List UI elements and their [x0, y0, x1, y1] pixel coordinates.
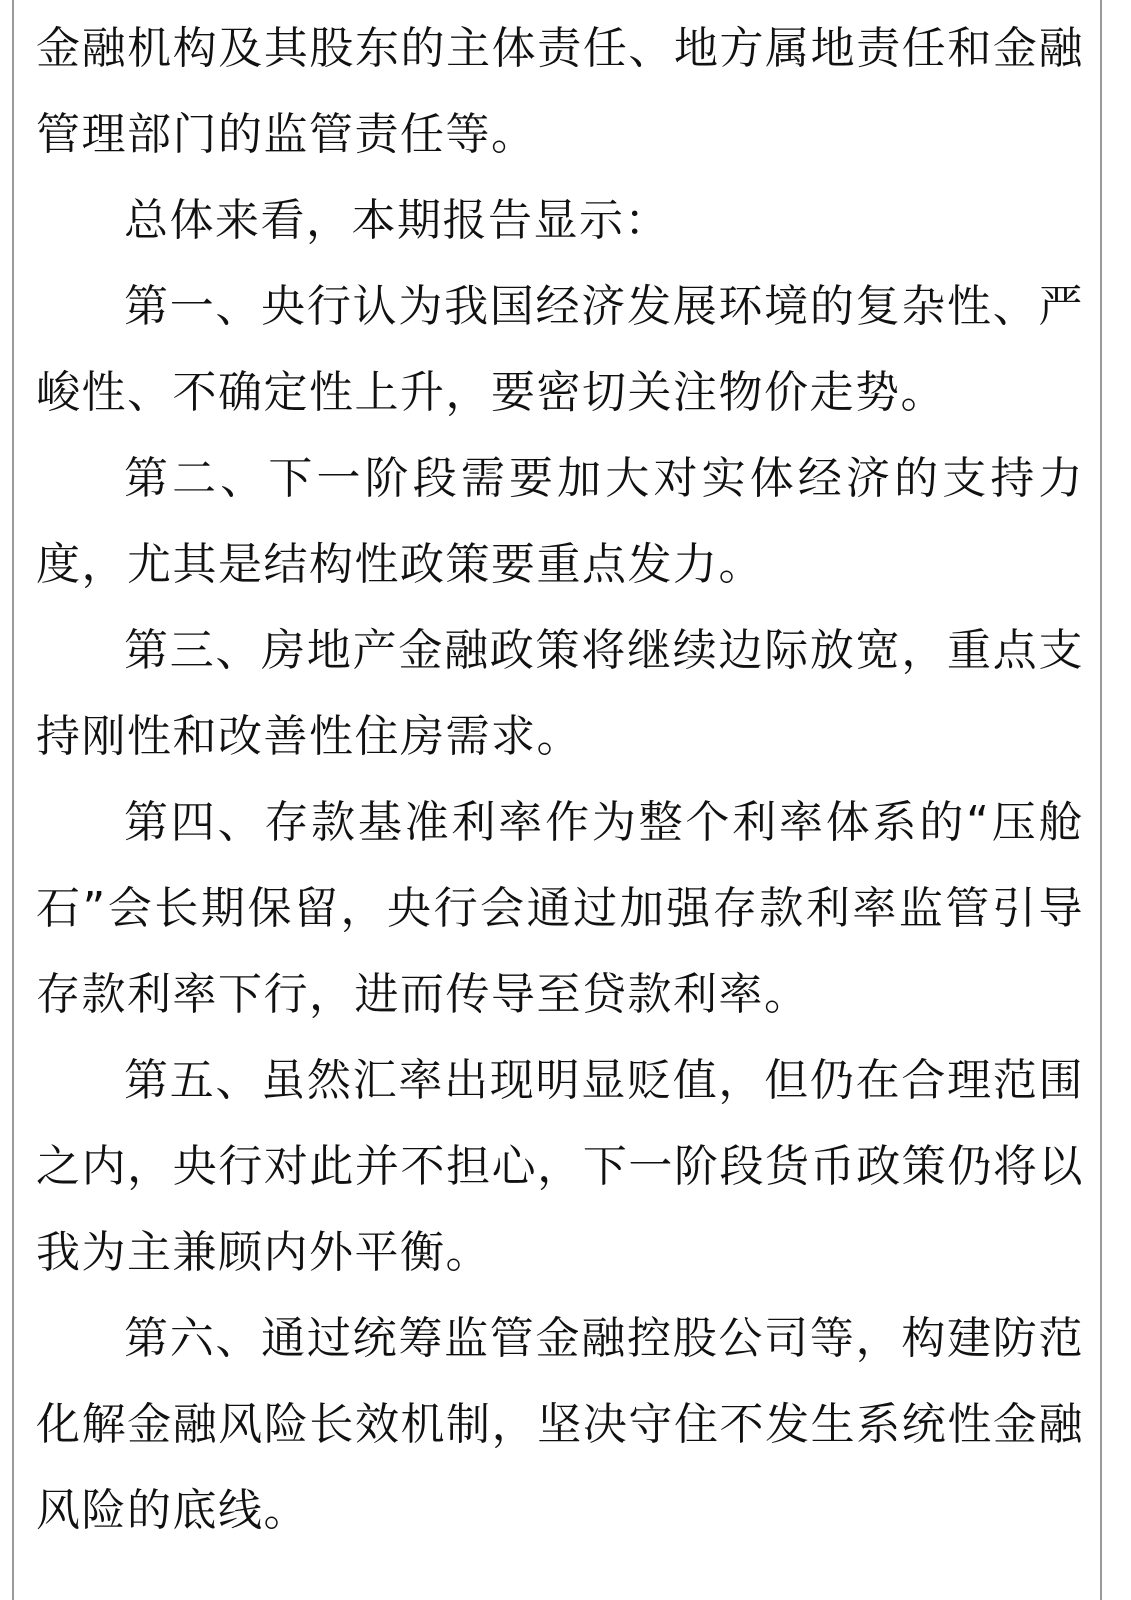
paragraph-overview: 总体来看，本期报告显示：: [124, 195, 670, 246]
document-page: [12, 0, 1102, 1600]
paragraph-responsibility: 金融机构及其股东的主体责任、地方属地责任和金融管理部门的监管责任等。: [36, 23, 1084, 160]
paragraph-point-6: 第六、通过统筹监管金融控股公司等，构建防范化解金融风险长效机制，坚决守住不发生系统性金融风险的底线。: [36, 1313, 1084, 1536]
paragraph-point-1: 第一、央行认为我国经济发展环境的复杂性、严峻性、不确定性上升，要密切关注物价走势。: [36, 281, 1084, 418]
paragraph-point-4: 第四、存款基准利率作为整个利率体系的“压舱石”会长期保留，央行会通过加强存款利率监管引导存款利率下行，进而传导至贷款利率。: [36, 797, 1084, 1020]
paragraph-point-5: 第五、虽然汇率出现明显贬值，但仍在合理范围之内，央行对此并不担心，下一阶段货币政策仍将以我为主兼顾内外平衡。: [36, 1055, 1084, 1278]
paragraph-point-3: 第三、房地产金融政策将继续边际放宽，重点支持刚性和改善性住房需求。: [36, 625, 1084, 762]
paragraph-point-2: 第二、下一阶段需要加大对实体经济的支持力度，尤其是结构性政策要重点发力。: [36, 453, 1084, 590]
document-body: [36, 6, 1084, 1554]
